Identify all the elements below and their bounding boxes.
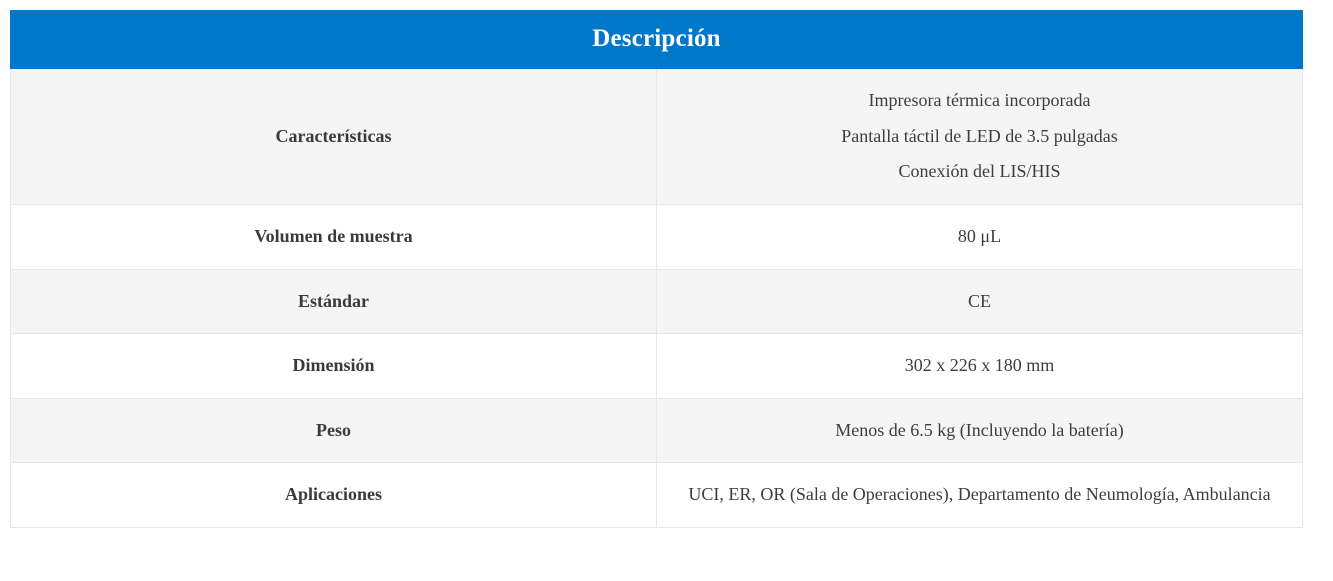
row-value (657, 269, 1303, 334)
specification-table (10, 10, 1303, 528)
table-header-row (11, 11, 1303, 69)
row-value-line: Pantalla táctil de LED de 3.5 pulgadas (841, 125, 1118, 146)
table-header-title: Descripción (11, 11, 1303, 69)
row-value (657, 463, 1303, 528)
row-value (657, 334, 1303, 399)
row-value-line: UCI, ER, OR (Sala de Operaciones), Departamento de Neumología, Ambulancia (688, 484, 1271, 505)
row-value (657, 69, 1303, 205)
row-label: Dimensión (11, 334, 657, 399)
table-row (11, 69, 1303, 205)
table-body (11, 69, 1303, 528)
row-value-line: Conexión del LIS/HIS (898, 161, 1061, 182)
row-label: Peso (11, 398, 657, 463)
table-row (11, 334, 1303, 399)
row-value-line: Impresora térmica incorporada (868, 90, 1091, 110)
table-head (11, 11, 1303, 69)
row-label: Aplicaciones (11, 463, 657, 528)
row-value (657, 204, 1303, 269)
page-bottom-spacer (10, 528, 1323, 546)
table-row (11, 269, 1303, 334)
row-label: Volumen de muestra (11, 204, 657, 269)
table-row (11, 398, 1303, 463)
row-value-line: Menos de 6.5 kg (Incluyendo la batería) (835, 419, 1124, 440)
row-value-line: 80 μL (957, 225, 1002, 246)
row-label: Características (11, 69, 657, 205)
row-value (657, 398, 1303, 463)
table-row (11, 463, 1303, 528)
row-value-line: 302 x 226 x 180 mm (904, 355, 1055, 376)
table-row (11, 204, 1303, 269)
row-label: Estándar (11, 269, 657, 334)
row-value-line: CE (967, 290, 991, 311)
